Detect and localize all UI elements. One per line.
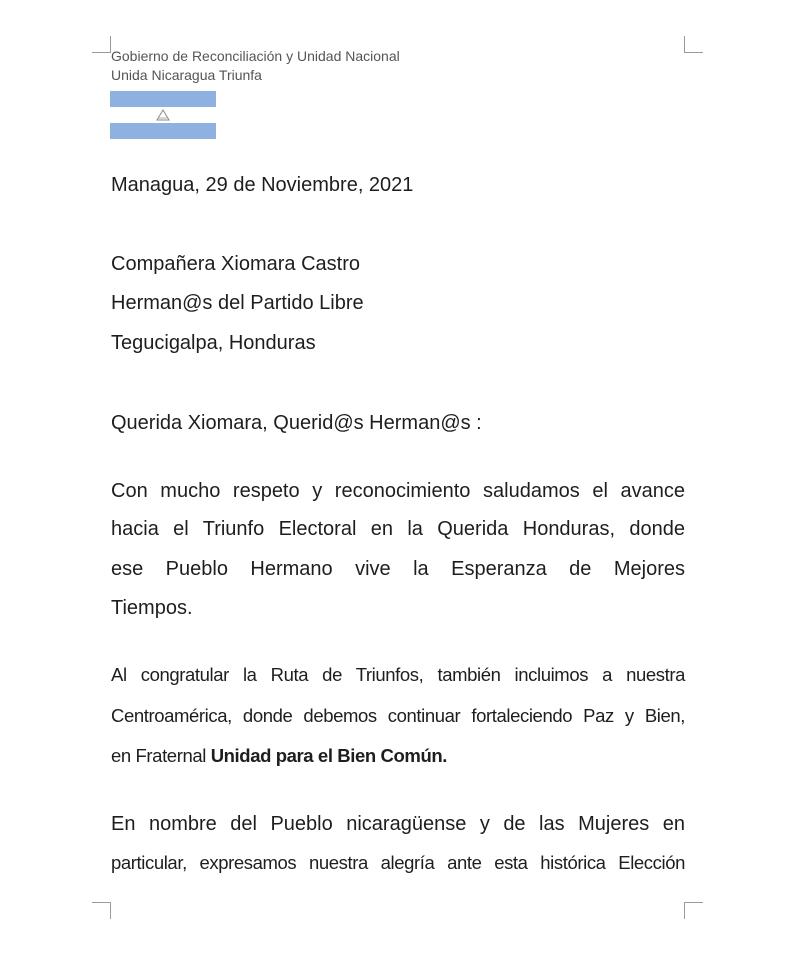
nicaragua-flag-image [110,91,216,139]
letterhead [111,47,400,85]
paragraph-1-line: Con mucho respeto y reconocimiento saludamos el avance [111,480,685,502]
org-name: Gobierno de Reconciliación y Unidad Nacional [111,48,400,64]
coat-of-arms-icon [156,109,170,121]
recipient-location: Tegucigalpa, Honduras [111,332,316,354]
paragraph-1-line: Tiempos. [111,597,193,619]
paragraph-2-line [111,742,447,770]
recipient-name: Compañera Xiomara Castro [111,253,360,275]
paragraph-2-text: en Fraternal [111,745,211,766]
paragraph-3-line: En nombre del Pueblo nicaragüense y de las Mujeres en [111,813,685,835]
letter-date: Managua, 29 de Noviembre, 2021 [111,174,414,196]
recipient-group: Herman@s del Partido Libre [111,292,364,314]
paragraph-2-line: Al congratular la Ruta de Triunfos, también incluimos a nuestra [111,664,685,685]
paragraph-1-line: ese Pueblo Hermano vive la Esperanza de Mejores [111,558,685,580]
paragraph-1-line: hacia el Triunfo Electoral en la Querida Honduras, donde [111,518,685,540]
salutation: Querida Xiomara, Querid@s Herman@s : [111,412,482,434]
paragraph-2-line: Centroamérica, donde debemos continuar fortaleciendo Paz y Bien, [111,705,685,726]
org-slogan: Unida Nicaragua Triunfa [111,67,262,83]
paragraph-3-line: particular, expresamos nuestra alegría ante esta histórica Elección [111,852,685,873]
emphasis-unidad: Unidad para el Bien Común. [210,745,447,766]
